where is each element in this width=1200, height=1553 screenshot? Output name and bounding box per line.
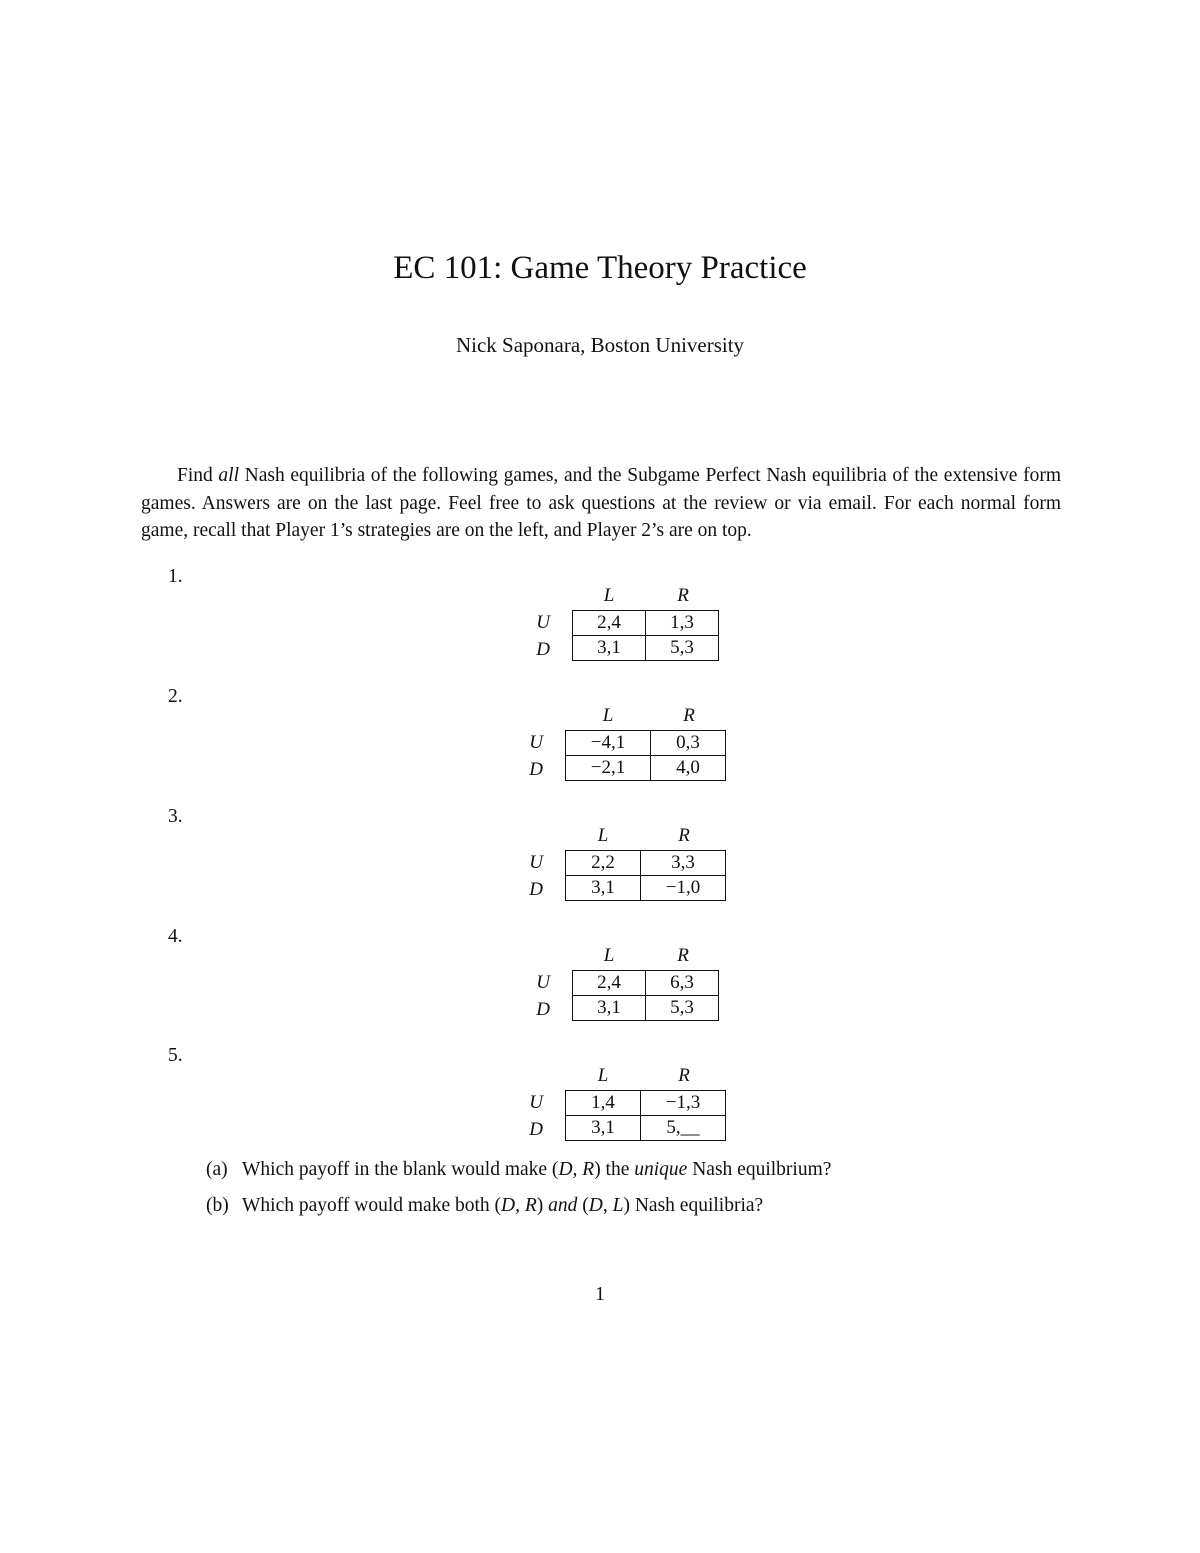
table-row bbox=[573, 611, 719, 636]
table-row bbox=[573, 636, 719, 661]
column-label: R bbox=[683, 705, 695, 726]
payoff-cell: 3,1 bbox=[573, 636, 646, 661]
intro-emphasis: all bbox=[218, 465, 240, 486]
payoff-cell: 2,4 bbox=[573, 611, 646, 636]
payoff-matrix-1 bbox=[492, 584, 732, 666]
instructions-paragraph bbox=[141, 462, 1061, 545]
intro-text-start: Find bbox=[177, 465, 219, 486]
question-text: Nash equilbrium? bbox=[687, 1159, 832, 1180]
row-label: D bbox=[536, 999, 550, 1020]
table-row bbox=[566, 1116, 726, 1141]
question-text: ) bbox=[536, 1195, 549, 1216]
strategy-pair: D, R bbox=[558, 1159, 595, 1180]
document-title: EC 101: Game Theory Practice bbox=[393, 250, 807, 286]
row-label: D bbox=[529, 1119, 543, 1140]
payoff-cell: 3,1 bbox=[566, 876, 641, 901]
payoff-cell: 1,4 bbox=[566, 1091, 641, 1116]
row-label: D bbox=[529, 759, 543, 780]
column-label: R bbox=[678, 1065, 690, 1086]
payoff-cell: 2,2 bbox=[566, 851, 641, 876]
payoff-cell: −1,3 bbox=[641, 1091, 726, 1116]
column-label: R bbox=[678, 825, 690, 846]
question-emphasis: and bbox=[548, 1195, 578, 1216]
payoff-table bbox=[565, 730, 726, 781]
row-label: U bbox=[536, 612, 550, 633]
problem-number: 3. bbox=[168, 806, 183, 827]
problem-number: 4. bbox=[168, 926, 183, 947]
payoff-cell: 5,3 bbox=[646, 996, 719, 1021]
payoff-cell: −2,1 bbox=[566, 756, 651, 781]
question-text: ) Nash equilibria? bbox=[623, 1195, 764, 1216]
question-text: Which payoff would make both ( bbox=[242, 1195, 502, 1216]
row-label: U bbox=[529, 1092, 543, 1113]
payoff-cell: 3,3 bbox=[641, 851, 726, 876]
question-a bbox=[206, 1156, 1106, 1184]
payoff-matrix-5 bbox=[485, 1064, 735, 1146]
column-label: R bbox=[677, 945, 689, 966]
payoff-table bbox=[565, 850, 726, 901]
problem-number: 1. bbox=[168, 566, 183, 587]
problem-number: 5. bbox=[168, 1045, 183, 1066]
strategy-pair: D, L bbox=[588, 1195, 624, 1216]
payoff-cell: 0,3 bbox=[651, 731, 726, 756]
page-number: 1 bbox=[595, 1284, 605, 1305]
table-row bbox=[573, 971, 719, 996]
table-row bbox=[566, 756, 726, 781]
payoff-matrix-2 bbox=[485, 704, 735, 786]
question-text: ) the bbox=[594, 1159, 635, 1180]
payoff-table bbox=[572, 610, 719, 661]
table-row bbox=[566, 731, 726, 756]
table-row bbox=[573, 996, 719, 1021]
column-label: R bbox=[677, 585, 689, 606]
table-row bbox=[566, 1091, 726, 1116]
question-text: Which payoff in the blank would make ( bbox=[242, 1159, 559, 1180]
payoff-cell: 5,3 bbox=[646, 636, 719, 661]
strategy-pair: D, R bbox=[501, 1195, 537, 1216]
intro-text-rest: Nash equilibria of the following games, and the Subgame Perfect Nash equilibria of the extensive form games. Answers are on the last page. Feel free to ask questions at the review or via email. For each normal form game, recall that Player 1’s strategies are on the left, and Player 2’s are on top. bbox=[141, 465, 1061, 541]
column-label: L bbox=[603, 945, 615, 966]
row-label: U bbox=[529, 732, 543, 753]
column-label: L bbox=[602, 705, 614, 726]
column-label: L bbox=[597, 825, 609, 846]
payoff-matrix-3 bbox=[485, 824, 735, 906]
row-label: U bbox=[529, 852, 543, 873]
question-emphasis: unique bbox=[634, 1159, 688, 1180]
question-text: ( bbox=[577, 1195, 589, 1216]
question-label: (b) bbox=[206, 1195, 229, 1216]
payoff-cell: 3,1 bbox=[566, 1116, 641, 1141]
problem-number: 2. bbox=[168, 686, 183, 707]
payoff-cell: 1,3 bbox=[646, 611, 719, 636]
row-label: D bbox=[529, 879, 543, 900]
payoff-table bbox=[572, 970, 719, 1021]
payoff-cell: 5,__ bbox=[641, 1116, 726, 1141]
payoff-cell: −4,1 bbox=[566, 731, 651, 756]
table-row bbox=[566, 851, 726, 876]
column-label: L bbox=[603, 585, 615, 606]
payoff-cell: 2,4 bbox=[573, 971, 646, 996]
payoff-cell: −1,0 bbox=[641, 876, 726, 901]
table-row bbox=[566, 876, 726, 901]
payoff-cell: 6,3 bbox=[646, 971, 719, 996]
column-label: L bbox=[597, 1065, 609, 1086]
question-label: (a) bbox=[206, 1159, 228, 1180]
payoff-cell: 3,1 bbox=[573, 996, 646, 1021]
author-line: Nick Saponara, Boston University bbox=[455, 333, 745, 357]
payoff-table bbox=[565, 1090, 726, 1141]
row-label: D bbox=[536, 639, 550, 660]
payoff-matrix-4 bbox=[492, 944, 732, 1026]
row-label: U bbox=[536, 972, 550, 993]
payoff-cell: 4,0 bbox=[651, 756, 726, 781]
question-b bbox=[206, 1192, 1106, 1220]
